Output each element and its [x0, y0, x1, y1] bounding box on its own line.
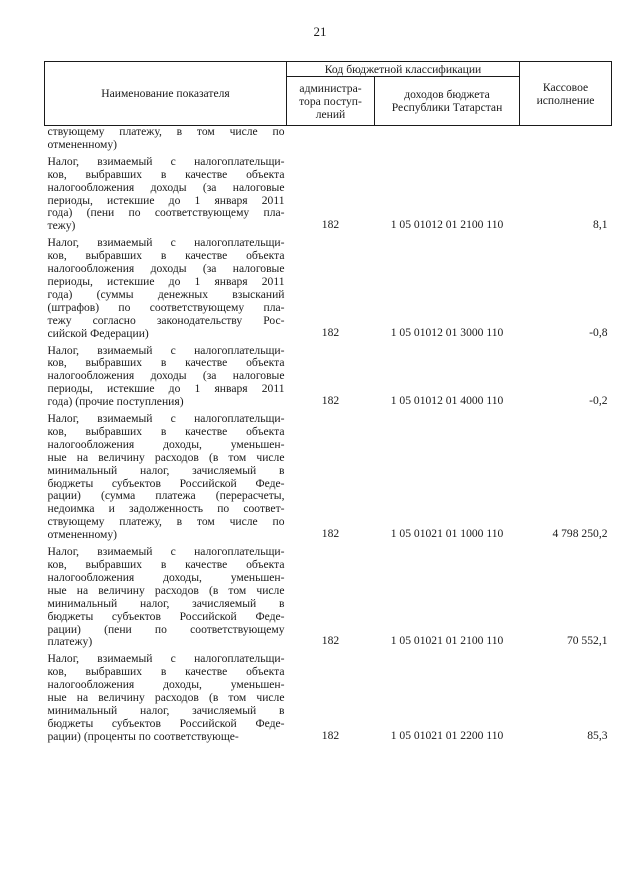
indicator-name — [45, 345, 287, 410]
indicator-name-line: ков, выбравших в качестве объекта — [47, 424, 285, 438]
indicator-name-line: тежу согласно законодательству Рос- — [47, 313, 285, 327]
income-code: 1 05 01012 01 4000 110 — [390, 394, 504, 408]
cash-execution-value: 70 552,1 — [566, 634, 608, 648]
header-budget-code: Код бюджетной классификации — [287, 62, 520, 77]
indicator-name — [45, 413, 287, 542]
header-administrator: администра- тора поступ- лений — [287, 77, 375, 126]
administrator-code: 182 — [321, 728, 340, 742]
indicator-name-line: ков, выбравших в качестве объекта — [47, 665, 285, 679]
administrator-code: 182 — [321, 218, 340, 232]
indicator-name-line: Налог, взимаемый с налогоплательщи- — [47, 236, 285, 250]
indicator-name-line: периоды, истекшие до 1 января 2011 — [47, 193, 285, 207]
indicator-name-line: налогообложения доходы, уменьшен- — [47, 678, 285, 692]
indicator-name-line: минимальный налог, зачисляемый в — [47, 463, 285, 477]
indicator-name-line: тежу) — [47, 219, 76, 233]
indicator-name-line: периоды, истекшие до 1 января 2011 — [47, 382, 285, 396]
budget-table — [44, 61, 612, 744]
table-row — [45, 413, 612, 542]
administrator-code: 182 — [321, 527, 340, 541]
indicator-name-line: бюджеты субъектов Российской Феде- — [47, 716, 285, 730]
indicator-name — [45, 546, 287, 649]
table-row — [45, 546, 612, 649]
table-body — [45, 126, 612, 744]
income-code — [375, 126, 520, 152]
indicator-name-line: налогообложения доходы (за налоговые — [47, 369, 285, 383]
indicator-name-line: рации) (сумма платежа (перерасчеты, — [47, 489, 285, 503]
indicator-name-line: ков, выбравших в качестве объекта — [47, 249, 285, 263]
income-code: 1 05 01012 01 3000 110 — [390, 325, 504, 339]
indicator-name-line: ствующему платежу, в том числе по — [47, 125, 285, 138]
indicator-name-line: налогообложения доходы (за налоговые — [47, 262, 285, 276]
indicator-name-line: минимальный налог, зачисляемый в — [47, 596, 285, 610]
table-row — [45, 156, 612, 233]
administrator-code: 182 — [321, 634, 340, 648]
indicator-name-line: минимальный налог, зачисляемый в — [47, 703, 285, 717]
income-code: 1 05 01021 01 1000 110 — [390, 527, 504, 541]
indicator-name-line: (штрафов) по соответствующему пла- — [47, 300, 285, 314]
income-code: 1 05 01021 01 2100 110 — [390, 634, 504, 648]
indicator-name-line: ков, выбравших в качестве объекта — [47, 356, 285, 370]
indicator-name-line: бюджеты субъектов Российской Феде- — [47, 476, 285, 490]
indicator-name-line: налогообложения доходы (за налоговые — [47, 180, 285, 194]
indicator-name-line: сийской Федерации) — [47, 326, 149, 340]
indicator-name-line: рации) (пени по соответствующему — [47, 622, 285, 636]
indicator-name-line: недоимка и задолженность по соответ- — [47, 502, 285, 516]
indicator-name-line: Налог, взимаемый с налогоплательщи- — [47, 154, 285, 168]
indicator-name-line: года) (прочие поступления) — [47, 395, 184, 409]
cash-execution-value: -0,2 — [589, 394, 608, 408]
indicator-name-line: Налог, взимаемый с налогоплательщи- — [47, 343, 285, 357]
cash-execution-value: 4 798 250,2 — [552, 527, 608, 541]
header-income-code: доходов бюджета Республики Татарстан — [375, 77, 520, 126]
indicator-name-line: отмененному) — [47, 528, 118, 542]
table-row — [45, 653, 612, 743]
indicator-name-line: ные на величину расходов (в том числе — [47, 450, 285, 464]
cash-execution-value — [520, 126, 612, 152]
table-row — [45, 126, 612, 152]
table-header — [45, 62, 612, 126]
header-cash-execution: Кассовое исполнение — [520, 62, 612, 126]
indicator-name-line: ные на величину расходов (в том числе — [47, 691, 285, 705]
income-code: 1 05 01021 01 2200 110 — [390, 728, 504, 742]
administrator-code: 182 — [321, 394, 340, 408]
indicator-name-line: платежу) — [47, 635, 93, 649]
indicator-name — [45, 126, 287, 152]
indicator-name-line: бюджеты субъектов Российской Феде- — [47, 609, 285, 623]
cash-execution-value: 85,3 — [587, 728, 608, 742]
indicator-name-line: ков, выбравших в качестве объекта — [47, 167, 285, 181]
indicator-name — [45, 237, 287, 340]
indicator-name-line: ков, выбравших в качестве объекта — [47, 558, 285, 571]
indicator-name-line: периоды, истекшие до 1 января 2011 — [47, 274, 285, 288]
indicator-name-line: налогообложения доходы, уменьшен- — [47, 570, 285, 584]
indicator-name-line: налогообложения доходы, уменьшен- — [47, 437, 285, 451]
indicator-name-line: года) (суммы денежных взысканий — [47, 287, 285, 301]
indicator-name-line: ные на величину расходов (в том числе — [47, 583, 285, 597]
table-row — [45, 237, 612, 340]
page-number: 21 — [313, 24, 327, 39]
indicator-name — [45, 653, 287, 743]
cash-execution-value: 8,1 — [593, 218, 608, 232]
administrator-code — [287, 126, 375, 152]
header-indicator-name: Наименование показателя — [45, 62, 287, 126]
cash-execution-value: -0,8 — [589, 325, 608, 339]
indicator-name-line: года) (пени по соответствующему пла- — [47, 206, 285, 220]
indicator-name-line: отмененному) — [47, 137, 118, 151]
table-row — [45, 345, 612, 410]
administrator-code: 182 — [321, 325, 340, 339]
indicator-name-line: рации) (проценты по соответствующе- — [47, 729, 239, 743]
indicator-name-line: ствующему платежу, в том числе по — [47, 515, 285, 529]
indicator-name-line: Налог, взимаемый с налогоплательщи- — [47, 412, 285, 426]
indicator-name — [45, 156, 287, 233]
indicator-name-line: Налог, взимаемый с налогоплательщи- — [47, 652, 285, 666]
income-code: 1 05 01012 01 2100 110 — [390, 218, 504, 232]
indicator-name-line: Налог, взимаемый с налогоплательщи- — [47, 545, 285, 559]
